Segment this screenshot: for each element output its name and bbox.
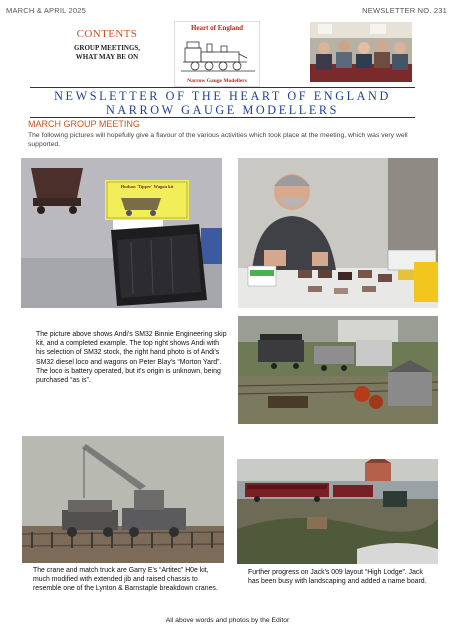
newsletter-date: MARCH & APRIL 2025 [6, 6, 87, 15]
masthead-line: NEWSLETTER OF THE HEART OF ENGLAND [54, 89, 391, 103]
photo-andi-with-stock [238, 158, 438, 308]
contents-item-line: WHAT MAY BE ON [75, 53, 139, 61]
contents-item-line: GROUP MEETINGS, [73, 44, 141, 52]
photo-skip-kit [21, 158, 222, 308]
caption-andi-skip-kit: The picture above shows Andi's SM32 Binnie Engineering skip kit, and a completed example. The top right shows Andi with his selection of SM32 stock, the right hand photo is of Andi's SM32 diesel loco and wagons on Peter Blay's “Morton Yard”. The loco is battery operated, but it's origin is unknown, being purchased “as is”. [36, 331, 227, 385]
logo-subtitle: Narrow Gauge Modellers [187, 78, 247, 84]
contents-item [48, 44, 166, 62]
photo-credit: All above words and photos by the Editor [165, 617, 290, 624]
section-intro: The following pictures will hopefully give a flavour of the various activities which took place at the meeting, which was very well supported. [28, 132, 408, 148]
club-logo [174, 21, 260, 87]
contents-title: CONTENTS [76, 28, 138, 40]
contents-block [48, 28, 166, 62]
photo-morton-yard [238, 316, 438, 424]
masthead-line: NARROW GAUGE MODELLERS [105, 103, 339, 117]
photo-high-lodge-layout [237, 459, 438, 564]
kit-box-label: Hudson 'Tipper' Wagon kit [120, 184, 174, 189]
locomotive-drawing-icon [181, 36, 255, 74]
logo-title: Heart of England [190, 24, 244, 32]
masthead-top-rule [30, 87, 415, 88]
caption-crane: The crane and match truck are Garry E's “Artitec” H0e kit, much modified with extended jib and raised chassis to resemble one of the Lynton & Barnstaple breakdown cranes. [33, 567, 218, 593]
masthead-title [20, 89, 425, 117]
meeting-photo [310, 22, 412, 82]
newsletter-issue-number: NEWSLETTER NO. 231 [362, 6, 447, 15]
masthead-bottom-rule [30, 117, 415, 118]
caption-high-lodge: Further progress on Jack's 009 layout “High Lodge”. Jack has been busy with landscaping and added a name board. [248, 569, 427, 586]
section-title: MARCH GROUP MEETING [28, 119, 140, 129]
photo-crane-and-match-truck [22, 436, 224, 563]
